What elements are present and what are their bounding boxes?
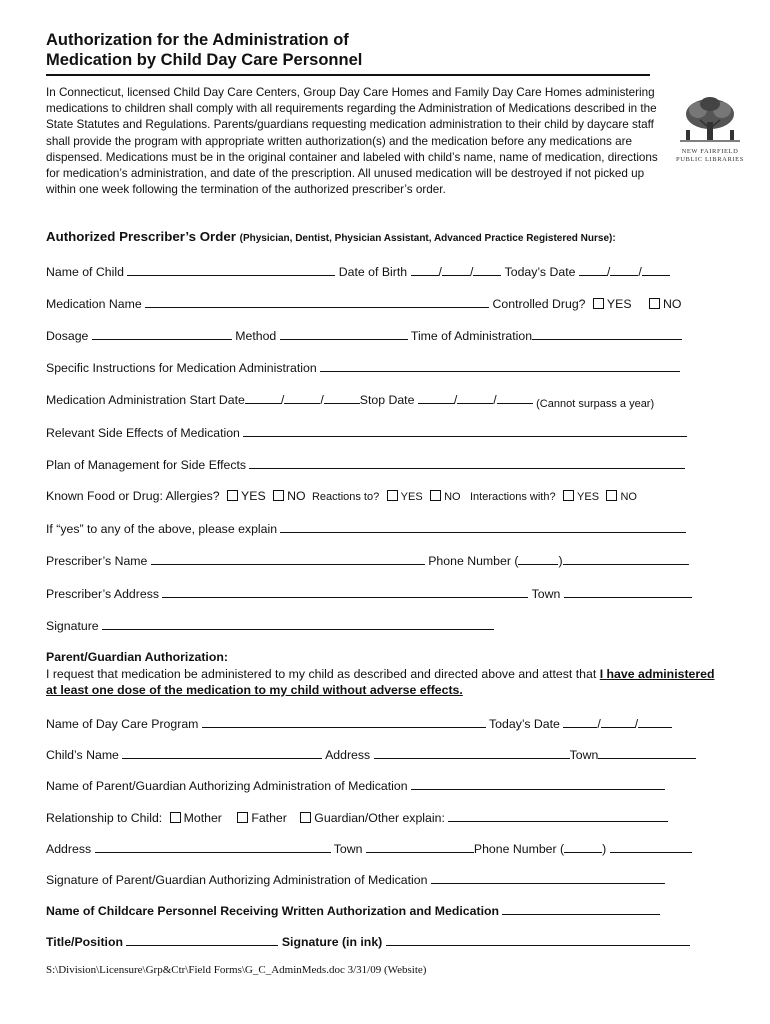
label-childs-name: Child’s Name xyxy=(46,748,119,762)
label-prescriber-address: Prescriber’s Address xyxy=(46,587,159,601)
label-day-care-program: Name of Day Care Program xyxy=(46,717,199,731)
row-relationship xyxy=(46,809,668,826)
label-if-yes: If “yes” to any of the above, please explain xyxy=(46,522,278,536)
checkbox-controlled-no[interactable] xyxy=(649,298,660,309)
label-parent-town: Town xyxy=(333,842,363,856)
label-allergies-no: NO xyxy=(287,489,306,503)
row-prescriber-signature xyxy=(46,617,494,634)
label-interactions-no: NO xyxy=(620,491,637,503)
label-controlled-no: NO xyxy=(662,297,682,311)
row-allergies xyxy=(46,488,637,505)
label-controlled-drug: Controlled Drug? xyxy=(492,297,586,311)
label-prescriber-signature: Signature xyxy=(46,619,99,633)
label-parent-todays-date: Today’s Date xyxy=(489,717,560,731)
field-parent-today-day[interactable] xyxy=(601,715,635,728)
field-prescriber-phone[interactable] xyxy=(563,552,689,565)
field-medication-name[interactable] xyxy=(145,295,489,308)
field-dob-year[interactable] xyxy=(473,263,501,276)
field-prescriber-address[interactable] xyxy=(162,585,528,598)
row-admin-dates: Medication Administration Start Date / / Stop Date / / (Cannot surpass a year) xyxy=(46,393,655,410)
row-day-care-program: Name of Day Care Program Today’s Date / / xyxy=(46,715,672,732)
form-title xyxy=(46,30,650,70)
logo-text-line-1: NEW FAIRFIELD xyxy=(681,148,739,155)
field-childs-name[interactable] xyxy=(122,746,322,759)
label-stop-date: Stop Date xyxy=(359,393,415,407)
checkbox-allergies-no[interactable] xyxy=(273,490,284,501)
field-authorizing-name[interactable] xyxy=(411,777,665,790)
field-start-day[interactable] xyxy=(284,391,320,404)
label-parent-address: Address xyxy=(46,842,92,856)
title-line-1: Authorization for the Administration of xyxy=(46,31,349,49)
field-name-of-child[interactable] xyxy=(127,263,335,276)
row-authorizing-name xyxy=(46,777,665,794)
row-medication-name xyxy=(46,295,681,312)
label-mother: Mother xyxy=(183,811,222,825)
row-prescriber-address xyxy=(46,585,692,602)
field-today-year[interactable] xyxy=(642,263,670,276)
row-side-effects xyxy=(46,424,687,441)
field-today-month[interactable] xyxy=(579,263,607,276)
label-method: Method xyxy=(235,329,277,343)
library-logo xyxy=(670,94,750,166)
field-parent-phone[interactable] xyxy=(610,840,692,853)
field-dob-day[interactable] xyxy=(442,263,470,276)
checkbox-interactions-no[interactable] xyxy=(606,490,617,501)
title-divider xyxy=(46,74,650,76)
field-stop-month[interactable] xyxy=(418,391,454,404)
label-todays-date: Today’s Date xyxy=(504,265,576,279)
footer-file-path: S:\Division\Licensure\Grp&Ctr\Field Forms\G_C_AdminMeds.doc 3/31/09 (Website) xyxy=(46,964,427,976)
field-parent-signature[interactable] xyxy=(431,871,665,884)
row-plan-side-effects xyxy=(46,456,685,473)
row-name-of-child: Name of Child Date of Birth / / Today’s Date / / xyxy=(46,263,670,280)
field-stop-year[interactable] xyxy=(497,391,533,404)
label-relationship: Relationship to Child: xyxy=(46,811,163,825)
label-allergies-yes: YES xyxy=(241,489,266,503)
label-signature-ink: Signature (in ink) xyxy=(281,935,383,949)
label-reactions-no: NO xyxy=(444,491,461,503)
field-dosage[interactable] xyxy=(92,327,232,340)
field-child-town[interactable] xyxy=(598,746,696,759)
label-personnel-receiving: Name of Childcare Personnel Receiving Written Authorization and Medication xyxy=(46,904,500,918)
label-prescriber-phone: Phone Number ( xyxy=(428,554,519,568)
row-specific-instructions xyxy=(46,359,680,376)
checkbox-allergies-yes[interactable] xyxy=(227,490,238,501)
label-parent-signature: Signature of Parent/Guardian Authorizing Administration of Medication xyxy=(46,873,428,887)
field-prescriber-area-code[interactable] xyxy=(518,552,558,565)
checkbox-guardian-other[interactable] xyxy=(300,812,311,823)
label-guardian-other: Guardian/Other explain: xyxy=(314,811,445,825)
field-start-year[interactable] xyxy=(324,391,360,404)
field-side-effects[interactable] xyxy=(243,424,687,437)
field-time-of-admin[interactable] xyxy=(532,327,682,340)
parent-statement-bold: I have administered at least one dose of the medication to my child without adverse effects. xyxy=(46,667,715,697)
field-prescriber-signature[interactable] xyxy=(102,617,494,630)
field-start-month[interactable] xyxy=(245,391,281,404)
field-title-position[interactable] xyxy=(126,933,278,946)
tree-logo-icon xyxy=(670,94,750,146)
label-title-position: Title/Position xyxy=(46,935,123,949)
field-stop-day[interactable] xyxy=(457,391,493,404)
label-time-of-admin: Time of Administration xyxy=(410,329,533,343)
label-prescriber-town: Town xyxy=(531,587,561,601)
checkbox-mother[interactable] xyxy=(170,812,181,823)
label-prescriber-name: Prescriber’s Name xyxy=(46,554,148,568)
label-authorizing-name: Name of Parent/Guardian Authorizing Administration of Medication xyxy=(46,779,408,793)
prescriber-heading-text: Authorized Prescriber’s Order xyxy=(46,229,236,244)
label-interactions-yes: YES xyxy=(577,491,600,503)
field-day-care-program[interactable] xyxy=(202,715,486,728)
field-plan-side-effects[interactable] xyxy=(249,456,685,469)
label-plan-side-effects: Plan of Management for Side Effects xyxy=(46,458,247,472)
field-guardian-other[interactable] xyxy=(448,809,668,822)
prescriber-heading-sub: (Physician, Dentist, Physician Assistant, Advanced Practice Registered Nurse): xyxy=(239,233,616,244)
checkbox-interactions-yes[interactable] xyxy=(563,490,574,501)
row-dosage xyxy=(46,327,682,344)
logo-text-line-2: PUBLIC LIBRARIES xyxy=(676,156,744,163)
field-prescriber-name[interactable] xyxy=(151,552,425,565)
row-childs-name xyxy=(46,746,696,763)
label-parent-phone: Phone Number ( xyxy=(473,842,565,856)
checkbox-reactions-no[interactable] xyxy=(430,490,441,501)
row-if-yes xyxy=(46,520,686,537)
field-child-address[interactable] xyxy=(374,746,570,759)
label-medication-name: Medication Name xyxy=(46,297,142,311)
parent-statement xyxy=(46,666,718,698)
label-child-address: Address xyxy=(325,748,371,762)
parent-statement-text: I request that medication be administered to my child as described and directed above and attest that xyxy=(46,667,597,681)
checkbox-controlled-yes[interactable] xyxy=(593,298,604,309)
label-reactions: Reactions to? xyxy=(311,491,380,503)
label-allergies: Known Food or Drug: Allergies? xyxy=(46,489,220,503)
row-prescriber-name: Prescriber’s Name Phone Number ( ) xyxy=(46,552,689,569)
label-cannot-surpass: (Cannot surpass a year) xyxy=(536,398,655,410)
title-line-2: Medication by Child Day Care Personnel xyxy=(46,51,363,69)
label-father: Father xyxy=(251,811,287,825)
intro-paragraph: In Connecticut, licensed Child Day Care Centers, Group Day Care Homes and Family Day Care Homes administering medications to children shall comply with all requirements regarding the Administration of Medications described in the State Statutes and Regulations. Parents/guardians requesting medication administration to their child by daycare staff shall provide the program with appropriate written authorization(s) and the medication before any medications are dispensed. Medications must be in the original container and labeled with child’s name, name of medication, directions for medication’s administration, and date of the prescription. All unused medication will be destroyed if not picked up within one week following the termination of the authorized prescriber’s order. xyxy=(46,86,658,197)
label-date-of-birth: Date of Birth xyxy=(338,265,408,279)
field-method[interactable] xyxy=(280,327,408,340)
row-parent-address: Address Town Phone Number ( ) xyxy=(46,840,692,857)
field-if-yes[interactable] xyxy=(280,520,686,533)
field-parent-address[interactable] xyxy=(95,840,331,853)
field-signature-ink[interactable] xyxy=(386,933,690,946)
label-child-town: Town xyxy=(569,748,599,762)
field-today-day[interactable] xyxy=(610,263,638,276)
label-name-of-child: Name of Child xyxy=(46,265,124,279)
field-personnel-receiving[interactable] xyxy=(502,902,660,915)
row-personnel-receiving xyxy=(46,902,660,919)
checkbox-father[interactable] xyxy=(237,812,248,823)
label-reactions-yes: YES xyxy=(400,491,423,503)
checkbox-reactions-yes[interactable] xyxy=(387,490,398,501)
label-start-date: Medication Administration Start Date xyxy=(46,393,245,407)
prescriber-section-heading xyxy=(46,229,616,244)
row-title-signature xyxy=(46,933,690,950)
field-parent-today-year[interactable] xyxy=(638,715,672,728)
label-dosage: Dosage xyxy=(46,329,89,343)
field-parent-today-month[interactable] xyxy=(563,715,597,728)
label-interactions: Interactions with? xyxy=(470,491,556,503)
label-side-effects: Relevant Side Effects of Medication xyxy=(46,426,240,440)
field-parent-town[interactable] xyxy=(366,840,474,853)
row-parent-signature xyxy=(46,871,665,888)
parent-section-heading: Parent/Guardian Authorization: xyxy=(46,650,228,664)
label-controlled-yes: YES xyxy=(606,297,632,311)
field-dob-month[interactable] xyxy=(411,263,439,276)
field-prescriber-town[interactable] xyxy=(564,585,692,598)
field-parent-area-code[interactable] xyxy=(564,840,602,853)
field-specific-instructions[interactable] xyxy=(320,359,680,372)
label-specific-instructions: Specific Instructions for Medication Administration xyxy=(46,361,317,375)
